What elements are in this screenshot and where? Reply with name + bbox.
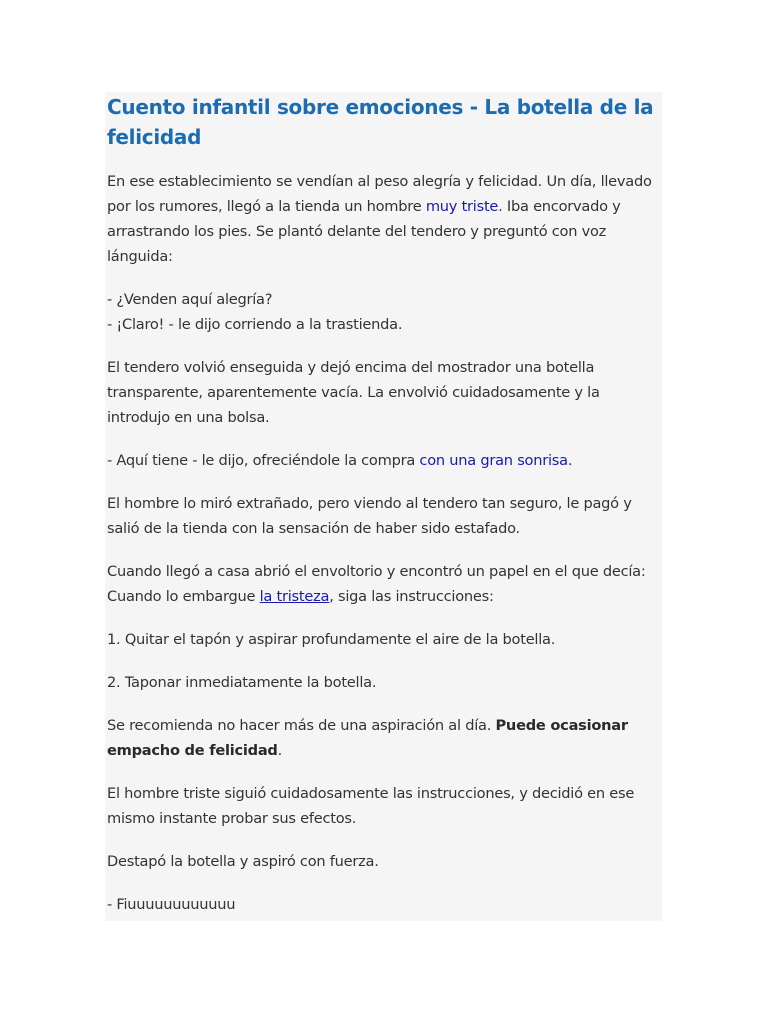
link-la-tristeza[interactable]: la tristeza [259,588,330,605]
paragraph-recommendation-text-a: Se recomienda no hacer más de una aspiración al día. [107,717,496,734]
paragraph-home-text-b: , siga las instrucciones: [329,588,494,605]
dialog-line-answer: - ¡Claro! - le dijo corriendo a la trastienda. [107,316,403,333]
paragraph-offer [107,448,660,473]
link-muy-triste[interactable]: muy triste [425,198,499,215]
paragraph-recommendation [107,713,660,763]
paragraph-followed: El hombre triste siguió cuidadosamente las instrucciones, y decidió en ese mismo instante probar sus efectos. [107,785,635,827]
dialog-line-question: - ¿Venden aquí alegría? [107,291,273,308]
paragraph-offer-text-a: - Aquí tiene - le dijo, ofreciéndole la compra [107,452,420,469]
article-card [105,92,662,921]
dialog-block [107,287,660,337]
paragraph-intro [107,169,660,269]
paragraph-intro-text-a: En ese establecimiento se vendían al peso alegría y felicidad. Un día, llevado por los rumores, llegó a la tienda un hombre [107,173,652,215]
paragraph-stranger: El hombre lo miró extrañado, pero viendo al tendero tan seguro, le pagó y salió de la tienda con la sensación de haber sido estafado. [107,495,632,537]
paragraph-home [107,559,660,609]
paragraph-offer-text-b: . [567,452,573,469]
paragraph-recommendation-text-b: . [277,742,283,759]
link-gran-sonrisa[interactable]: con una gran sonrisa [419,452,568,469]
bold-warning: Puede ocasionar empacho de felicidad [107,717,628,759]
paragraph-home-text-a: Cuando llegó a casa abrió el envoltorio y encontró un papel en el que decía: Cuando lo embargue [107,563,646,605]
paragraph-bottle: El tendero volvió enseguida y dejó encima del mostrador una botella transparente, aparentemente vacía. La envolvió cuidadosamente y la introdujo en una bolsa. [107,359,600,426]
paragraph-sound: - Fiuuuuuuuuuuuu [107,896,236,913]
instruction-step-1: 1. Quitar el tapón y aspirar profundamente el aire de la botella. [107,631,556,648]
paragraph-uncork: Destapó la botella y aspiró con fuerza. [107,853,379,870]
paragraph-intro-text-b: . Iba encorvado y arrastrando los pies. Se plantó delante del tendero y preguntó con voz lánguida: [107,198,621,265]
article-title: Cuento infantil sobre emociones - La botella de la felicidad [107,95,654,149]
instruction-step-2: 2. Taponar inmediatamente la botella. [107,674,377,691]
